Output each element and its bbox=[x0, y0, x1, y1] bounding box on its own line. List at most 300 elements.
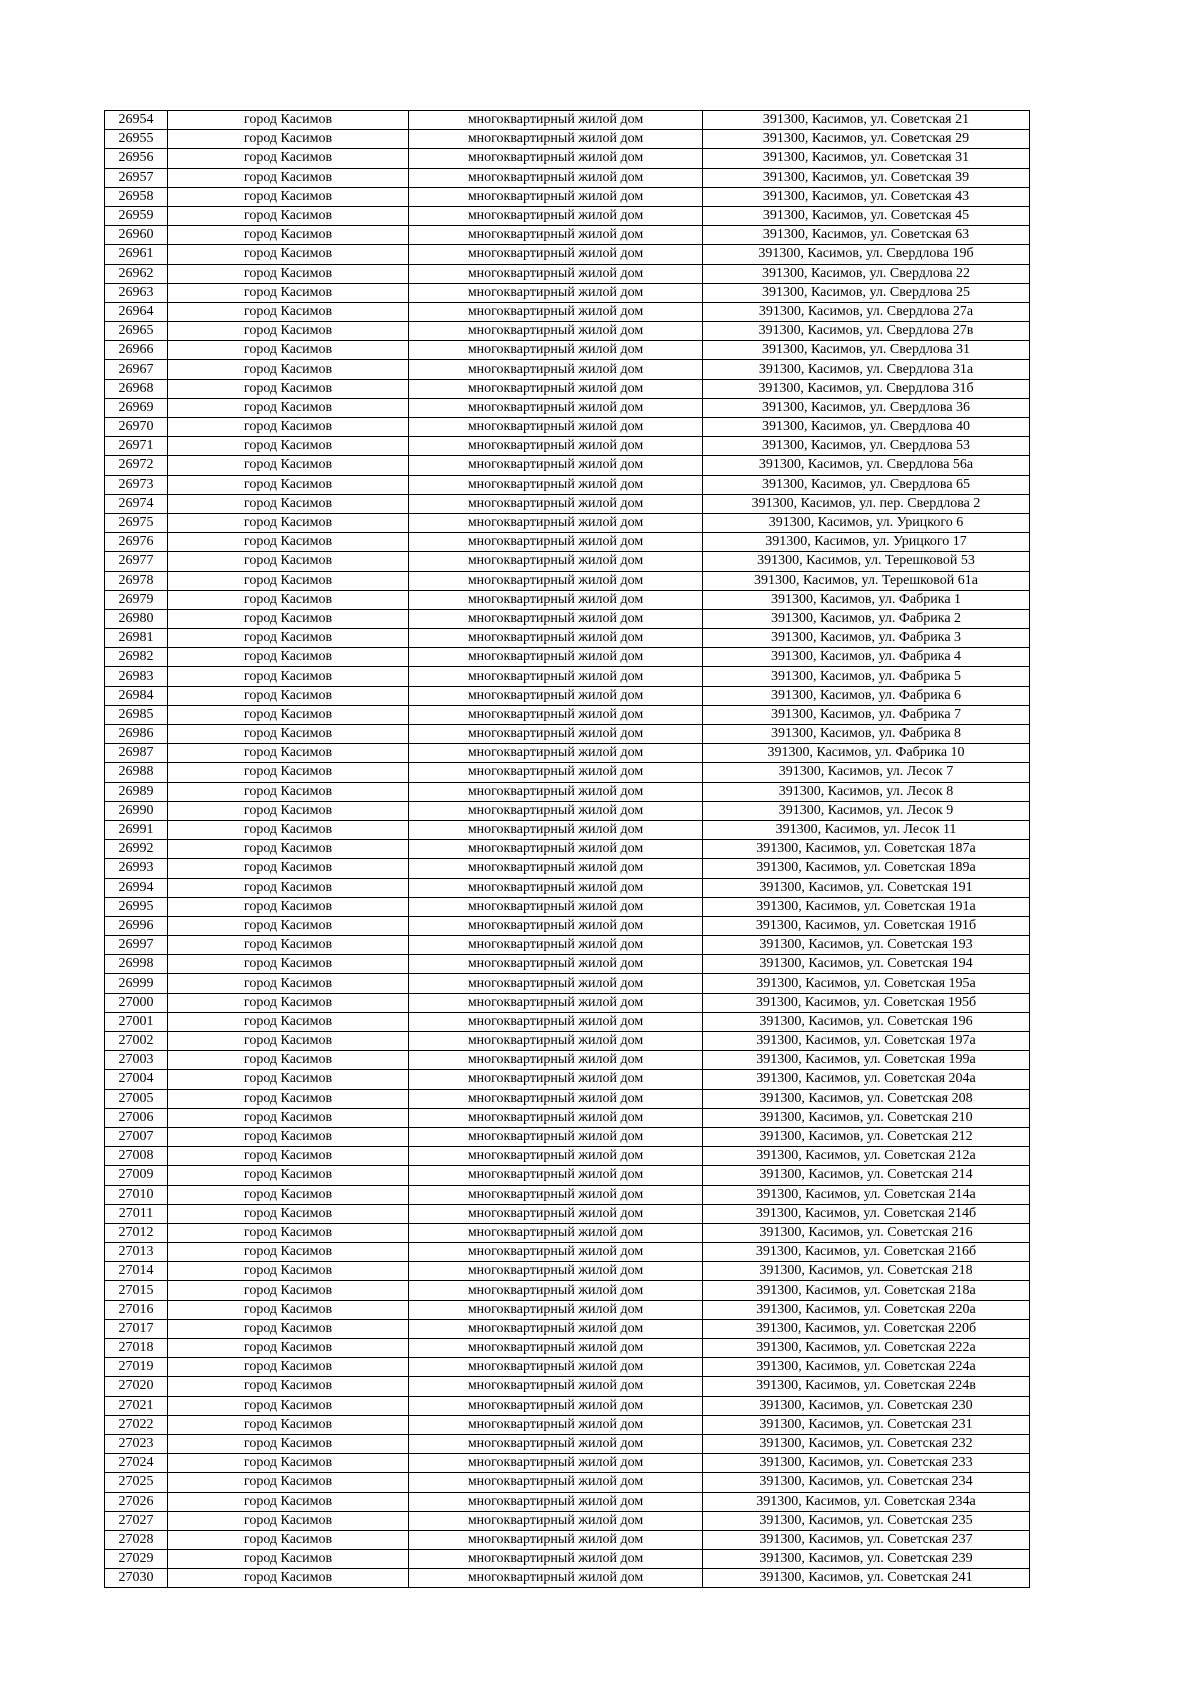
building-type-cell: многоквартирный жилой дом bbox=[409, 936, 703, 955]
record-number-cell: 26955 bbox=[105, 130, 168, 149]
building-type-cell: многоквартирный жилой дом bbox=[409, 513, 703, 532]
address-cell: 391300, Касимов, ул. Советская 237 bbox=[703, 1530, 1030, 1549]
locality-cell: город Касимов bbox=[168, 571, 409, 590]
building-type-cell: многоквартирный жилой дом bbox=[409, 302, 703, 321]
record-number-cell: 26979 bbox=[105, 590, 168, 609]
record-number-cell: 27018 bbox=[105, 1339, 168, 1358]
record-number-cell: 27019 bbox=[105, 1358, 168, 1377]
building-type-cell: многоквартирный жилой дом bbox=[409, 437, 703, 456]
building-type-cell: многоквартирный жилой дом bbox=[409, 993, 703, 1012]
address-cell: 391300, Касимов, ул. Советская 218 bbox=[703, 1262, 1030, 1281]
table-row bbox=[105, 168, 1030, 187]
record-number-cell: 26984 bbox=[105, 686, 168, 705]
address-cell: 391300, Касимов, ул. Советская 218а bbox=[703, 1281, 1030, 1300]
record-number-cell: 26959 bbox=[105, 206, 168, 225]
table-row bbox=[105, 322, 1030, 341]
record-number-cell: 26981 bbox=[105, 629, 168, 648]
locality-cell: город Касимов bbox=[168, 1204, 409, 1223]
address-cell: 391300, Касимов, ул. Фабрика 3 bbox=[703, 629, 1030, 648]
table-row bbox=[105, 1070, 1030, 1089]
building-type-cell: многоквартирный жилой дом bbox=[409, 609, 703, 628]
address-cell: 391300, Касимов, ул. Советская 222а bbox=[703, 1339, 1030, 1358]
building-type-cell: многоквартирный жилой дом bbox=[409, 149, 703, 168]
record-number-cell: 26989 bbox=[105, 782, 168, 801]
building-type-cell: многоквартирный жилой дом bbox=[409, 1530, 703, 1549]
record-number-cell: 27010 bbox=[105, 1185, 168, 1204]
locality-cell: город Касимов bbox=[168, 782, 409, 801]
record-number-cell: 26993 bbox=[105, 859, 168, 878]
building-type-cell: многоквартирный жилой дом bbox=[409, 1243, 703, 1262]
address-cell: 391300, Касимов, ул. Советская 191б bbox=[703, 916, 1030, 935]
locality-cell: город Касимов bbox=[168, 1070, 409, 1089]
building-type-cell: многоквартирный жилой дом bbox=[409, 379, 703, 398]
address-cell: 391300, Касимов, ул. Советская 220а bbox=[703, 1300, 1030, 1319]
locality-cell: город Касимов bbox=[168, 1243, 409, 1262]
locality-cell: город Касимов bbox=[168, 648, 409, 667]
building-type-cell: многоквартирный жилой дом bbox=[409, 111, 703, 130]
building-type-cell: многоквартирный жилой дом bbox=[409, 590, 703, 609]
record-number-cell: 26969 bbox=[105, 398, 168, 417]
locality-cell: город Касимов bbox=[168, 1550, 409, 1569]
table-row bbox=[105, 341, 1030, 360]
address-cell: 391300, Касимов, ул. Советская 191 bbox=[703, 878, 1030, 897]
locality-cell: город Касимов bbox=[168, 686, 409, 705]
table-row bbox=[105, 1530, 1030, 1549]
record-number-cell: 27017 bbox=[105, 1319, 168, 1338]
locality-cell: город Касимов bbox=[168, 437, 409, 456]
table-row bbox=[105, 1358, 1030, 1377]
address-cell: 391300, Касимов, ул. Советская 232 bbox=[703, 1434, 1030, 1453]
locality-cell: город Касимов bbox=[168, 513, 409, 532]
locality-cell: город Касимов bbox=[168, 1434, 409, 1453]
record-number-cell: 26958 bbox=[105, 187, 168, 206]
table-row bbox=[105, 1108, 1030, 1127]
table-row bbox=[105, 1396, 1030, 1415]
building-type-cell: многоквартирный жилой дом bbox=[409, 859, 703, 878]
record-number-cell: 26957 bbox=[105, 168, 168, 187]
building-type-cell: многоквартирный жилой дом bbox=[409, 187, 703, 206]
table-row bbox=[105, 1243, 1030, 1262]
record-number-cell: 26963 bbox=[105, 283, 168, 302]
table-row bbox=[105, 418, 1030, 437]
record-number-cell: 26960 bbox=[105, 226, 168, 245]
building-type-cell: многоквартирный жилой дом bbox=[409, 1434, 703, 1453]
building-type-cell: многоквартирный жилой дом bbox=[409, 744, 703, 763]
address-cell: 391300, Касимов, ул. Фабрика 4 bbox=[703, 648, 1030, 667]
table-row bbox=[105, 859, 1030, 878]
address-cell: 391300, Касимов, ул. Советская 241 bbox=[703, 1569, 1030, 1588]
table-row bbox=[105, 1377, 1030, 1396]
building-type-cell: многоквартирный жилой дом bbox=[409, 725, 703, 744]
building-type-cell: многоквартирный жилой дом bbox=[409, 552, 703, 571]
table-row bbox=[105, 782, 1030, 801]
record-number-cell: 27001 bbox=[105, 1012, 168, 1031]
locality-cell: город Касимов bbox=[168, 763, 409, 782]
building-type-cell: многоквартирный жилой дом bbox=[409, 801, 703, 820]
locality-cell: город Касимов bbox=[168, 1319, 409, 1338]
address-cell: 391300, Касимов, ул. Советская 210 bbox=[703, 1108, 1030, 1127]
address-cell: 391300, Касимов, ул. Фабрика 1 bbox=[703, 590, 1030, 609]
locality-cell: город Касимов bbox=[168, 130, 409, 149]
address-cell: 391300, Касимов, ул. Свердлова 19б bbox=[703, 245, 1030, 264]
table-row bbox=[105, 149, 1030, 168]
locality-cell: город Касимов bbox=[168, 840, 409, 859]
table-row bbox=[105, 744, 1030, 763]
record-number-cell: 26996 bbox=[105, 916, 168, 935]
table-row bbox=[105, 494, 1030, 513]
address-cell: 391300, Касимов, ул. Советская 195а bbox=[703, 974, 1030, 993]
building-type-cell: многоквартирный жилой дом bbox=[409, 1339, 703, 1358]
building-type-cell: многоквартирный жилой дом bbox=[409, 1281, 703, 1300]
record-number-cell: 26992 bbox=[105, 840, 168, 859]
building-type-cell: многоквартирный жилой дом bbox=[409, 1550, 703, 1569]
record-number-cell: 27015 bbox=[105, 1281, 168, 1300]
address-cell: 391300, Касимов, ул. Советская 63 bbox=[703, 226, 1030, 245]
record-number-cell: 26987 bbox=[105, 744, 168, 763]
locality-cell: город Касимов bbox=[168, 801, 409, 820]
locality-cell: город Касимов bbox=[168, 1454, 409, 1473]
table-row bbox=[105, 1204, 1030, 1223]
locality-cell: город Касимов bbox=[168, 1358, 409, 1377]
building-type-cell: многоквартирный жилой дом bbox=[409, 1012, 703, 1031]
address-cell: 391300, Касимов, ул. Советская 212а bbox=[703, 1147, 1030, 1166]
record-number-cell: 26986 bbox=[105, 725, 168, 744]
table-row bbox=[105, 1569, 1030, 1588]
locality-cell: город Касимов bbox=[168, 916, 409, 935]
locality-cell: город Касимов bbox=[168, 1108, 409, 1127]
address-cell: 391300, Касимов, ул. Советская 220б bbox=[703, 1319, 1030, 1338]
locality-cell: город Касимов bbox=[168, 206, 409, 225]
locality-cell: город Касимов bbox=[168, 1166, 409, 1185]
building-type-cell: многоквартирный жилой дом bbox=[409, 1511, 703, 1530]
table-row bbox=[105, 1473, 1030, 1492]
table-row bbox=[105, 206, 1030, 225]
table-row bbox=[105, 667, 1030, 686]
address-cell: 391300, Касимов, ул. Советская 21 bbox=[703, 111, 1030, 130]
record-number-cell: 26974 bbox=[105, 494, 168, 513]
table-row bbox=[105, 897, 1030, 916]
locality-cell: город Касимов bbox=[168, 1473, 409, 1492]
building-type-cell: многоквартирный жилой дом bbox=[409, 955, 703, 974]
building-type-cell: многоквартирный жилой дом bbox=[409, 1454, 703, 1473]
table-row bbox=[105, 648, 1030, 667]
address-cell: 391300, Касимов, ул. Фабрика 2 bbox=[703, 609, 1030, 628]
address-cell: 391300, Касимов, ул. Советская 233 bbox=[703, 1454, 1030, 1473]
record-number-cell: 26975 bbox=[105, 513, 168, 532]
locality-cell: город Касимов bbox=[168, 322, 409, 341]
locality-cell: город Касимов bbox=[168, 1377, 409, 1396]
address-cell: 391300, Касимов, ул. Свердлова 27а bbox=[703, 302, 1030, 321]
address-cell: 391300, Касимов, ул. Свердлова 56а bbox=[703, 456, 1030, 475]
table-row bbox=[105, 283, 1030, 302]
record-number-cell: 26994 bbox=[105, 878, 168, 897]
locality-cell: город Касимов bbox=[168, 494, 409, 513]
table-row bbox=[105, 955, 1030, 974]
address-cell: 391300, Касимов, ул. Фабрика 8 bbox=[703, 725, 1030, 744]
locality-cell: город Касимов bbox=[168, 629, 409, 648]
table-row bbox=[105, 552, 1030, 571]
record-number-cell: 27007 bbox=[105, 1127, 168, 1146]
locality-cell: город Касимов bbox=[168, 974, 409, 993]
locality-cell: город Касимов bbox=[168, 245, 409, 264]
table-row bbox=[105, 725, 1030, 744]
table-row bbox=[105, 456, 1030, 475]
table-row bbox=[105, 820, 1030, 839]
record-number-cell: 27009 bbox=[105, 1166, 168, 1185]
table-row bbox=[105, 1089, 1030, 1108]
record-number-cell: 27020 bbox=[105, 1377, 168, 1396]
table-row bbox=[105, 763, 1030, 782]
table-row bbox=[105, 1492, 1030, 1511]
locality-cell: город Касимов bbox=[168, 1569, 409, 1588]
record-number-cell: 27008 bbox=[105, 1147, 168, 1166]
table-row bbox=[105, 801, 1030, 820]
record-number-cell: 26956 bbox=[105, 149, 168, 168]
record-number-cell: 27021 bbox=[105, 1396, 168, 1415]
address-cell: 391300, Касимов, ул. Свердлова 31а bbox=[703, 360, 1030, 379]
table-row bbox=[105, 1319, 1030, 1338]
locality-cell: город Касимов bbox=[168, 1396, 409, 1415]
building-type-cell: многоквартирный жилой дом bbox=[409, 1358, 703, 1377]
building-type-cell: многоквартирный жилой дом bbox=[409, 667, 703, 686]
building-type-cell: многоквартирный жилой дом bbox=[409, 130, 703, 149]
address-cell: 391300, Касимов, ул. Советская 191а bbox=[703, 897, 1030, 916]
record-number-cell: 27024 bbox=[105, 1454, 168, 1473]
locality-cell: город Касимов bbox=[168, 1032, 409, 1051]
locality-cell: город Касимов bbox=[168, 418, 409, 437]
record-number-cell: 27005 bbox=[105, 1089, 168, 1108]
table-row bbox=[105, 1012, 1030, 1031]
record-number-cell: 27030 bbox=[105, 1569, 168, 1588]
building-type-cell: многоквартирный жилой дом bbox=[409, 1415, 703, 1434]
locality-cell: город Касимов bbox=[168, 1147, 409, 1166]
table-row bbox=[105, 513, 1030, 532]
building-type-cell: многоквартирный жилой дом bbox=[409, 1185, 703, 1204]
table-row bbox=[105, 1185, 1030, 1204]
table-row bbox=[105, 533, 1030, 552]
record-number-cell: 27029 bbox=[105, 1550, 168, 1569]
record-number-cell: 26978 bbox=[105, 571, 168, 590]
record-number-cell: 27026 bbox=[105, 1492, 168, 1511]
locality-cell: город Касимов bbox=[168, 1012, 409, 1031]
table-row bbox=[105, 437, 1030, 456]
building-type-cell: многоквартирный жилой дом bbox=[409, 418, 703, 437]
locality-cell: город Касимов bbox=[168, 667, 409, 686]
table-row bbox=[105, 916, 1030, 935]
locality-cell: город Касимов bbox=[168, 993, 409, 1012]
locality-cell: город Касимов bbox=[168, 264, 409, 283]
record-number-cell: 26961 bbox=[105, 245, 168, 264]
table-row bbox=[105, 878, 1030, 897]
locality-cell: город Касимов bbox=[168, 897, 409, 916]
locality-cell: город Касимов bbox=[168, 1492, 409, 1511]
address-cell: 391300, Касимов, ул. Свердлова 36 bbox=[703, 398, 1030, 417]
record-number-cell: 26964 bbox=[105, 302, 168, 321]
locality-cell: город Касимов bbox=[168, 283, 409, 302]
address-cell: 391300, Касимов, ул. Фабрика 5 bbox=[703, 667, 1030, 686]
table-row bbox=[105, 475, 1030, 494]
locality-cell: город Касимов bbox=[168, 705, 409, 724]
address-cell: 391300, Касимов, ул. Урицкого 6 bbox=[703, 513, 1030, 532]
address-cell: 391300, Касимов, ул. Советская 197а bbox=[703, 1032, 1030, 1051]
locality-cell: город Касимов bbox=[168, 552, 409, 571]
building-type-cell: многоквартирный жилой дом bbox=[409, 1473, 703, 1492]
building-type-cell: многоквартирный жилой дом bbox=[409, 283, 703, 302]
address-cell: 391300, Касимов, ул. Свердлова 40 bbox=[703, 418, 1030, 437]
address-cell: 391300, Касимов, ул. Советская 199а bbox=[703, 1051, 1030, 1070]
locality-cell: город Касимов bbox=[168, 1089, 409, 1108]
building-type-cell: многоквартирный жилой дом bbox=[409, 456, 703, 475]
address-cell: 391300, Касимов, ул. Свердлова 31 bbox=[703, 341, 1030, 360]
building-type-cell: многоквартирный жилой дом bbox=[409, 705, 703, 724]
record-number-cell: 27025 bbox=[105, 1473, 168, 1492]
locality-cell: город Касимов bbox=[168, 609, 409, 628]
address-cell: 391300, Касимов, ул. Советская 235 bbox=[703, 1511, 1030, 1530]
record-number-cell: 26962 bbox=[105, 264, 168, 283]
address-cell: 391300, Касимов, ул. Советская 216б bbox=[703, 1243, 1030, 1262]
building-type-cell: многоквартирный жилой дом bbox=[409, 475, 703, 494]
building-type-cell: многоквартирный жилой дом bbox=[409, 1492, 703, 1511]
building-type-cell: многоквартирный жилой дом bbox=[409, 1319, 703, 1338]
address-cell: 391300, Касимов, ул. Советская 224в bbox=[703, 1377, 1030, 1396]
record-number-cell: 26973 bbox=[105, 475, 168, 494]
building-type-cell: многоквартирный жилой дом bbox=[409, 686, 703, 705]
building-type-cell: многоквартирный жилой дом bbox=[409, 916, 703, 935]
table-row bbox=[105, 1281, 1030, 1300]
record-number-cell: 27002 bbox=[105, 1032, 168, 1051]
building-type-cell: многоквартирный жилой дом bbox=[409, 398, 703, 417]
record-number-cell: 27004 bbox=[105, 1070, 168, 1089]
table-row bbox=[105, 1550, 1030, 1569]
building-type-cell: многоквартирный жилой дом bbox=[409, 360, 703, 379]
address-cell: 391300, Касимов, ул. Свердлова 22 bbox=[703, 264, 1030, 283]
table-row bbox=[105, 360, 1030, 379]
table-row bbox=[105, 1454, 1030, 1473]
building-type-cell: многоквартирный жилой дом bbox=[409, 782, 703, 801]
building-type-cell: многоквартирный жилой дом bbox=[409, 1262, 703, 1281]
record-number-cell: 26965 bbox=[105, 322, 168, 341]
locality-cell: город Касимов bbox=[168, 187, 409, 206]
record-number-cell: 27013 bbox=[105, 1243, 168, 1262]
table-row bbox=[105, 1032, 1030, 1051]
record-number-cell: 26990 bbox=[105, 801, 168, 820]
address-cell: 391300, Касимов, ул. Советская 212 bbox=[703, 1127, 1030, 1146]
locality-cell: город Касимов bbox=[168, 533, 409, 552]
building-type-cell: многоквартирный жилой дом bbox=[409, 206, 703, 225]
record-number-cell: 27012 bbox=[105, 1223, 168, 1242]
table-row bbox=[105, 1051, 1030, 1070]
table-row bbox=[105, 936, 1030, 955]
table-row bbox=[105, 571, 1030, 590]
table-row bbox=[105, 1223, 1030, 1242]
locality-cell: город Касимов bbox=[168, 475, 409, 494]
table-row bbox=[105, 379, 1030, 398]
record-number-cell: 26991 bbox=[105, 820, 168, 839]
locality-cell: город Касимов bbox=[168, 725, 409, 744]
address-cell: 391300, Касимов, ул. Советская 45 bbox=[703, 206, 1030, 225]
address-cell: 391300, Касимов, ул. Советская 204а bbox=[703, 1070, 1030, 1089]
table-row bbox=[105, 1339, 1030, 1358]
address-cell: 391300, Касимов, ул. Свердлова 65 bbox=[703, 475, 1030, 494]
locality-cell: город Касимов bbox=[168, 302, 409, 321]
record-number-cell: 26954 bbox=[105, 111, 168, 130]
address-cell: 391300, Касимов, ул. Советская 29 bbox=[703, 130, 1030, 149]
building-type-cell: многоквартирный жилой дом bbox=[409, 763, 703, 782]
building-type-cell: многоквартирный жилой дом bbox=[409, 629, 703, 648]
building-type-cell: многоквартирный жилой дом bbox=[409, 1070, 703, 1089]
address-cell: 391300, Касимов, ул. Советская 224а bbox=[703, 1358, 1030, 1377]
address-cell: 391300, Касимов, ул. Свердлова 27в bbox=[703, 322, 1030, 341]
address-cell: 391300, Касимов, ул. Советская 187а bbox=[703, 840, 1030, 859]
locality-cell: город Касимов bbox=[168, 1300, 409, 1319]
building-type-cell: многоквартирный жилой дом bbox=[409, 322, 703, 341]
building-type-cell: многоквартирный жилой дом bbox=[409, 840, 703, 859]
address-cell: 391300, Касимов, ул. Советская 43 bbox=[703, 187, 1030, 206]
record-number-cell: 26999 bbox=[105, 974, 168, 993]
record-number-cell: 27014 bbox=[105, 1262, 168, 1281]
locality-cell: город Касимов bbox=[168, 1415, 409, 1434]
address-cell: 391300, Касимов, ул. Советская 193 bbox=[703, 936, 1030, 955]
building-type-cell: многоквартирный жилой дом bbox=[409, 264, 703, 283]
table-row bbox=[105, 629, 1030, 648]
building-type-cell: многоквартирный жилой дом bbox=[409, 1300, 703, 1319]
record-number-cell: 26997 bbox=[105, 936, 168, 955]
table-row bbox=[105, 1511, 1030, 1530]
table-row bbox=[105, 1434, 1030, 1453]
locality-cell: город Касимов bbox=[168, 1223, 409, 1242]
registry-table-body bbox=[105, 111, 1030, 1588]
address-cell: 391300, Касимов, ул. Советская 216 bbox=[703, 1223, 1030, 1242]
table-row bbox=[105, 226, 1030, 245]
locality-cell: город Касимов bbox=[168, 955, 409, 974]
record-number-cell: 27000 bbox=[105, 993, 168, 1012]
building-type-cell: многоквартирный жилой дом bbox=[409, 1166, 703, 1185]
address-cell: 391300, Касимов, ул. Советская 189а bbox=[703, 859, 1030, 878]
record-number-cell: 26980 bbox=[105, 609, 168, 628]
address-cell: 391300, Касимов, ул. пер. Свердлова 2 bbox=[703, 494, 1030, 513]
table-row bbox=[105, 1262, 1030, 1281]
building-type-cell: многоквартирный жилой дом bbox=[409, 897, 703, 916]
address-cell: 391300, Касимов, ул. Свердлова 31б bbox=[703, 379, 1030, 398]
record-number-cell: 27027 bbox=[105, 1511, 168, 1530]
address-cell: 391300, Касимов, ул. Свердлова 53 bbox=[703, 437, 1030, 456]
address-cell: 391300, Касимов, ул. Лесок 9 bbox=[703, 801, 1030, 820]
building-type-cell: многоквартирный жилой дом bbox=[409, 1377, 703, 1396]
record-number-cell: 26976 bbox=[105, 533, 168, 552]
address-cell: 391300, Касимов, ул. Урицкого 17 bbox=[703, 533, 1030, 552]
table-row bbox=[105, 1127, 1030, 1146]
address-cell: 391300, Касимов, ул. Терешковой 53 bbox=[703, 552, 1030, 571]
table-row bbox=[105, 1415, 1030, 1434]
address-cell: 391300, Касимов, ул. Лесок 7 bbox=[703, 763, 1030, 782]
building-type-cell: многоквартирный жилой дом bbox=[409, 1204, 703, 1223]
record-number-cell: 27006 bbox=[105, 1108, 168, 1127]
address-cell: 391300, Касимов, ул. Советская 234 bbox=[703, 1473, 1030, 1492]
record-number-cell: 26967 bbox=[105, 360, 168, 379]
record-number-cell: 27022 bbox=[105, 1415, 168, 1434]
locality-cell: город Касимов bbox=[168, 341, 409, 360]
address-cell: 391300, Касимов, ул. Советская 31 bbox=[703, 149, 1030, 168]
locality-cell: город Касимов bbox=[168, 820, 409, 839]
address-cell: 391300, Касимов, ул. Советская 234а bbox=[703, 1492, 1030, 1511]
building-type-cell: многоквартирный жилой дом bbox=[409, 1032, 703, 1051]
record-number-cell: 26977 bbox=[105, 552, 168, 571]
building-type-cell: многоквартирный жилой дом bbox=[409, 494, 703, 513]
address-cell: 391300, Касимов, ул. Советская 196 bbox=[703, 1012, 1030, 1031]
building-type-cell: многоквартирный жилой дом bbox=[409, 571, 703, 590]
building-type-cell: многоквартирный жилой дом bbox=[409, 168, 703, 187]
table-row bbox=[105, 398, 1030, 417]
